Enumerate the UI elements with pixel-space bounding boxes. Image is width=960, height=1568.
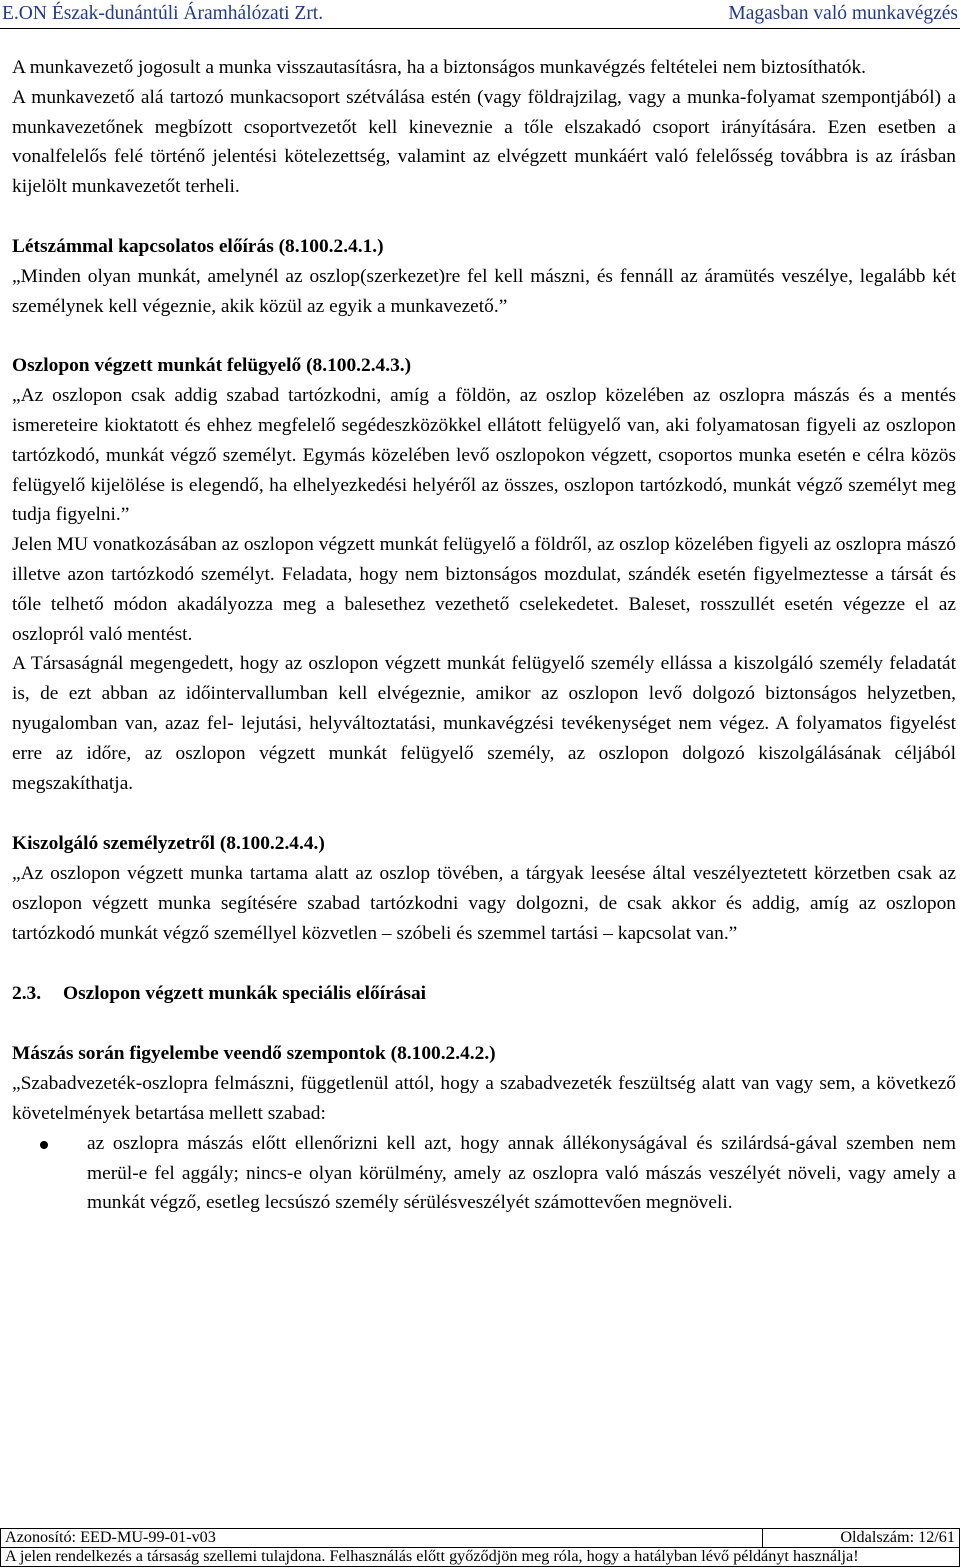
list-item bbox=[12, 1129, 956, 1218]
quote-paragraph: „Szabadvezeték-oszlopra felmászni, függetlenül attól, hogy a szabadvezeték feszültség alatt van vagy sem, a következő követelmények betartása mellett szabad: bbox=[12, 1073, 956, 1124]
page-footer bbox=[0, 1528, 960, 1568]
document-id: Azonosító: EED-MU-99-01-v03 bbox=[1, 1529, 763, 1548]
quote-paragraph: „Az oszlopon végzett munka tartama alatt az oszlop tövében, a tárgyak leesése által veszélyeztetett körzetben csak az oszlopon végzett munka segítésére szabad tartózkodni vagy dolgozni, de csak akkor és addig, amíg az oszlopon tartózkodó munkát végző személlyel közvetlen – szóbeli és szemmel tartási – kapcsolat van.” bbox=[12, 863, 956, 944]
page-header bbox=[0, 0, 960, 29]
paragraph: Jelen MU vonatkozásában az oszlopon végzett munkát felügyelő a földről, az oszlop közelében figyeli az oszlopra mászó illetve azon tartózkodó személyt. Feladata, hogy nem biztonságos mozdulat, szándék esetén figyelmeztesse a társát és tőle telhető módon akadályozza meg a balesethez vezethető cselekedetet. Baleset, rosszullét esetén végezze el az oszlopról való mentést. bbox=[12, 534, 956, 645]
paragraph: A munkavezető jogosult a munka visszautasításra, ha a biztonságos munkavégzés feltételei nem biztosíthatók. bbox=[12, 57, 867, 78]
chapter-title: Oszlopon végzett munkák speciális előírásai bbox=[63, 982, 427, 1004]
paragraph: A munkavezető alá tartozó munkacsoport szétválása estén (vagy földrajzilag, vagy a munka-folyamat szempontjából) a munkavezetőnek megbízott csoportvezetőt kell kineveznie a tőle elszakadó csoport irányítására. Ezen esetben a vonalfelelős felé történő jelentési kötelezettség, valamint az elvégzett munkáért való felelősség továbbra is az írásban kijelölt munkavezetőt terheli. bbox=[12, 86, 956, 198]
section-heading: Mászás során figyelembe veendő szempontok (8.100.2.4.2.) bbox=[12, 1043, 496, 1065]
document-title: Magasban való munkavégzés bbox=[728, 3, 958, 24]
section-heading: Oszlopon végzett munkát felügyelő (8.100.2.4.3.) bbox=[12, 355, 412, 377]
chapter-heading bbox=[12, 979, 956, 1009]
ownership-notice: A jelen rendelkezés a társaság szellemi tulajdona. Felhasználás előtt győződjön meg róla, hogy a hatályban lévő példányt használja! bbox=[1, 1548, 960, 1567]
section-heading: Kiszolgáló személyzetről (8.100.2.4.4.) bbox=[12, 833, 325, 855]
page-number: Oldalszám: 12/61 bbox=[763, 1529, 960, 1548]
company-name: E.ON Észak-dunántúli Áramhálózati Zrt. bbox=[2, 3, 324, 24]
document-body bbox=[12, 53, 956, 1218]
paragraph: A Társaságnál megengedett, hogy az oszlopon végzett munkát felügyelő személy ellássa a kiszolgáló személy feladatát is, de ezt abban az időintervallumban kell elvégeznie, amikor az oszlopon levő dolgozó biztonságos helyzetben, nyugalomban van, azaz fel- lejutási, helyváltoztatási, munkavégzési tevékenységet nem végez. A folyamatos figyelést erre az időre, az oszlopon végzett munkát felügyelő személy, az oszlopon dolgozó kiszolgálásának céljából megszakíthatja. bbox=[12, 653, 956, 794]
list-item-text: az oszlopra mászás előtt ellenőrizni kell azt, hogy annak állékonyságával és szilárdsá-gával szemben nem merül-e fel aggály; nincs-e olyan körülmény, amely az oszlopra való mászás veszélyét növeli, vagy amely a munkát végző, esetleg lecsúszó személy sérülésveszélyét számottevően megnöveli. bbox=[87, 1132, 956, 1214]
bullet-icon bbox=[40, 1141, 48, 1149]
bullet-list bbox=[12, 1129, 956, 1218]
chapter-number: 2.3. bbox=[12, 982, 42, 1004]
section-heading: Létszámmal kapcsolatos előírás (8.100.2.4.1.) bbox=[12, 235, 384, 257]
quote-paragraph: „Az oszlopon csak addig szabad tartózkodni, amíg a földön, az oszlop közelében az oszlopra mászás és a mentés ismereteire kioktatott és ehhez megfelelő segédeszközökkel ellátott felügyelő van, aki folyamatosan figyeli az oszlopon tartózkodó, munkát végző személyt. Egymás közelében levő oszlopokon végzett, csoportos munka esetén e célra közös felügyelő kijelölése is elegendő, ha elhelyezkedési helyéről az összes, oszlopon tartózkodó, munkát végző személyt meg tudja figyelni.” bbox=[12, 385, 956, 526]
quote-paragraph: „Minden olyan munkát, amelynél az oszlop(szerkezet)re fel kell mászni, és fennáll az áramütés veszélye, legalább két személynek kell végeznie, akik közül az egyik a munkavezető.” bbox=[12, 265, 956, 317]
